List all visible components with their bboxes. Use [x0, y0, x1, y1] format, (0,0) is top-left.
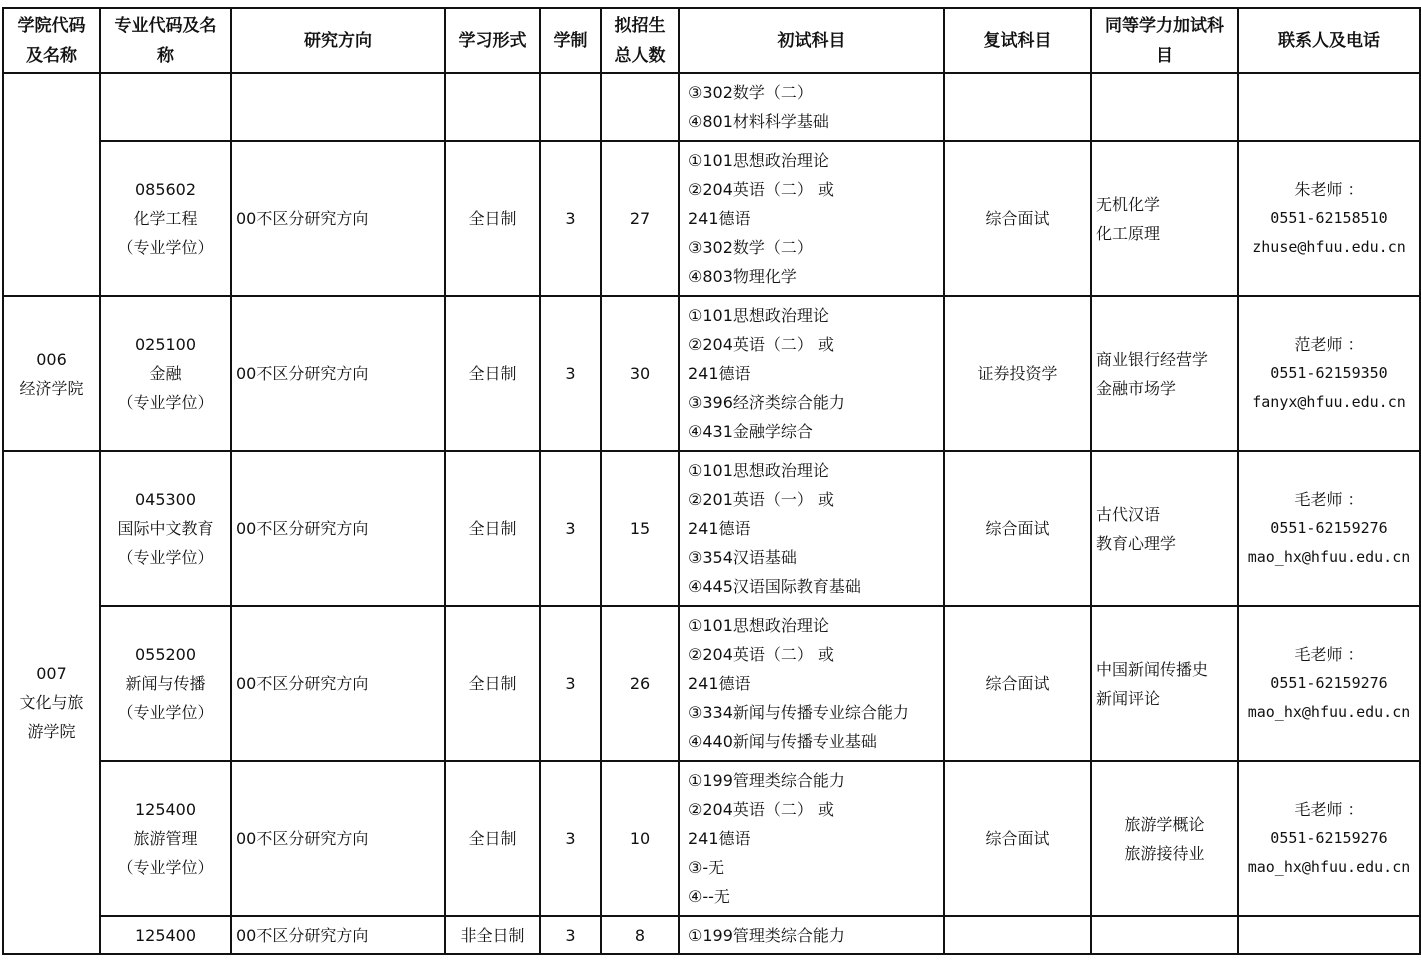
header-duration: 学制: [540, 8, 601, 73]
equivalent-cell: [1091, 916, 1238, 954]
table-row: [3, 73, 1420, 141]
table-row: [3, 296, 1420, 451]
header-college: 学院代码 及名称: [3, 8, 100, 73]
direction-cell: 00不区分研究方向: [231, 141, 445, 296]
duration-cell: 3: [540, 606, 601, 761]
exam-cell: ①199管理类综合能力 ②204英语（二） 或 241德语 ③-无 ④--无: [679, 761, 944, 916]
study-form-cell: [445, 73, 540, 141]
duration-cell: 3: [540, 141, 601, 296]
major-cell: 045300 国际中文教育 （专业学位）: [100, 451, 231, 606]
enrollment-cell: 10: [601, 761, 679, 916]
major-cell: 025100 金融 （专业学位）: [100, 296, 231, 451]
retest-cell: [944, 916, 1091, 954]
duration-cell: 3: [540, 761, 601, 916]
college-cell: [3, 73, 100, 296]
equivalent-cell: 商业银行经营学 金融市场学: [1091, 296, 1238, 451]
table-row: [3, 916, 1420, 954]
duration-cell: 3: [540, 296, 601, 451]
duration-cell: 3: [540, 451, 601, 606]
major-cell: 085602 化学工程 （专业学位）: [100, 141, 231, 296]
header-equivalent: 同等学力加试科 目: [1091, 8, 1238, 73]
table-row: [3, 606, 1420, 761]
retest-cell: 综合面试: [944, 606, 1091, 761]
study-form-cell: 全日制: [445, 141, 540, 296]
study-form-cell: 全日制: [445, 451, 540, 606]
equivalent-cell: 旅游学概论 旅游接待业: [1091, 761, 1238, 916]
admissions-table: [2, 7, 1421, 955]
enrollment-cell: [601, 73, 679, 141]
retest-cell: 综合面试: [944, 761, 1091, 916]
direction-cell: [231, 73, 445, 141]
study-form-cell: 全日制: [445, 761, 540, 916]
enrollment-cell: 8: [601, 916, 679, 954]
study-form-cell: 非全日制: [445, 916, 540, 954]
table-row: [3, 141, 1420, 296]
study-form-cell: 全日制: [445, 296, 540, 451]
exam-cell: ①101思想政治理论 ②204英语（二） 或 241德语 ③396经济类综合能力 ④431金融学综合: [679, 296, 944, 451]
major-cell: 125400: [100, 916, 231, 954]
major-cell: [100, 73, 231, 141]
direction-cell: 00不区分研究方向: [231, 606, 445, 761]
duration-cell: 3: [540, 916, 601, 954]
header-retest: 复试科目: [944, 8, 1091, 73]
contact-cell: 范老师 ： 0551-62159350 fanyx@hfuu.edu.cn: [1238, 296, 1420, 451]
duration-cell: [540, 73, 601, 141]
header-contact: 联系人及电话: [1238, 8, 1420, 73]
enrollment-cell: 30: [601, 296, 679, 451]
exam-cell: ③302数学（二） ④801材料科学基础: [679, 73, 944, 141]
major-cell: 125400 旅游管理 （专业学位）: [100, 761, 231, 916]
retest-cell: [944, 73, 1091, 141]
equivalent-cell: 中国新闻传播史 新闻评论: [1091, 606, 1238, 761]
enrollment-cell: 26: [601, 606, 679, 761]
college-cell: 006 经济学院: [3, 296, 100, 451]
study-form-cell: 全日制: [445, 606, 540, 761]
enrollment-cell: 27: [601, 141, 679, 296]
header-first-exam: 初试科目: [679, 8, 944, 73]
table-row: [3, 451, 1420, 606]
direction-cell: 00不区分研究方向: [231, 451, 445, 606]
equivalent-cell: [1091, 73, 1238, 141]
exam-cell: ①199管理类综合能力: [679, 916, 944, 954]
direction-cell: 00不区分研究方向: [231, 296, 445, 451]
header-row: [3, 8, 1420, 73]
equivalent-cell: 古代汉语 教育心理学: [1091, 451, 1238, 606]
table-row: [3, 761, 1420, 916]
college-cell: 007 文化与旅 游学院: [3, 451, 100, 954]
major-cell: 055200 新闻与传播 （专业学位）: [100, 606, 231, 761]
equivalent-cell: 无机化学 化工原理: [1091, 141, 1238, 296]
contact-cell: [1238, 73, 1420, 141]
exam-cell: ①101思想政治理论 ②204英语（二） 或 241德语 ③302数学（二） ④803物理化学: [679, 141, 944, 296]
direction-cell: 00不区分研究方向: [231, 916, 445, 954]
contact-cell: [1238, 916, 1420, 954]
header-study-form: 学习形式: [445, 8, 540, 73]
header-enrollment: 拟招生 总人数: [601, 8, 679, 73]
retest-cell: 综合面试: [944, 451, 1091, 606]
header-direction: 研究方向: [231, 8, 445, 73]
retest-cell: 综合面试: [944, 141, 1091, 296]
direction-cell: 00不区分研究方向: [231, 761, 445, 916]
enrollment-cell: 15: [601, 451, 679, 606]
contact-cell: 朱老师 ： 0551-62158510 zhuse@hfuu.edu.cn: [1238, 141, 1420, 296]
contact-cell: 毛老师 ： 0551-62159276 mao_hx@hfuu.edu.cn: [1238, 761, 1420, 916]
header-major: 专业代码及名 称: [100, 8, 231, 73]
contact-cell: 毛老师 ： 0551-62159276 mao_hx@hfuu.edu.cn: [1238, 606, 1420, 761]
exam-cell: ①101思想政治理论 ②201英语（一） 或 241德语 ③354汉语基础 ④445汉语国际教育基础: [679, 451, 944, 606]
exam-cell: ①101思想政治理论 ②204英语（二） 或 241德语 ③334新闻与传播专业综合能力 ④440新闻与传播专业基础: [679, 606, 944, 761]
retest-cell: 证券投资学: [944, 296, 1091, 451]
contact-cell: 毛老师 ： 0551-62159276 mao_hx@hfuu.edu.cn: [1238, 451, 1420, 606]
